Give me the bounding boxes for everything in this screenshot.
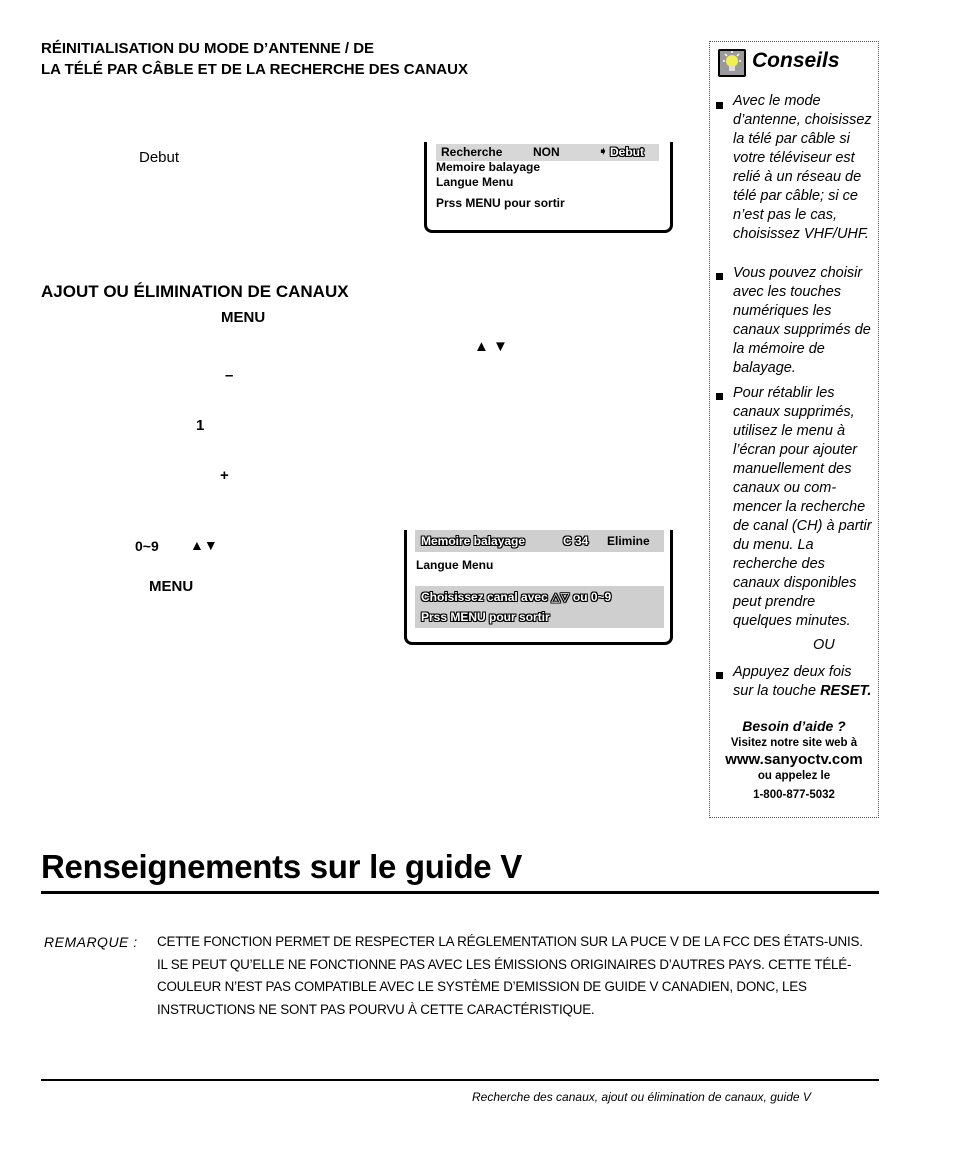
osd-memoire-screen <box>404 530 673 645</box>
tip-3-line: quelques minutes. <box>733 613 851 629</box>
osd2-highlight-row <box>415 530 664 552</box>
tip-3 <box>733 384 873 631</box>
arrows-key-icon: ▲▼ <box>190 537 218 553</box>
tip-3-line: mencer la recherche <box>733 499 866 515</box>
osd2-choose-hint: Choisissez canal avec △▽ ou 0~9 <box>421 590 612 604</box>
osd2-channel: C 34 <box>563 534 589 548</box>
reset-key-label: RESET. <box>820 683 872 699</box>
osd-memoire-item: Memoire balayage <box>436 160 541 174</box>
title-divider <box>41 891 879 894</box>
tip-3-line: Pour rétablir les <box>733 385 835 401</box>
osd-pointer-icon: ➧ <box>598 144 609 158</box>
tip-2-line: avec les touches <box>733 284 842 300</box>
osd-exit-hint: Prss MENU pour sortir <box>436 196 565 210</box>
remarque-line: IL SE PEUT QU’ELLE NE FONCTIONNE PAS AVEC LES ÉMISSIONS ORIGINAIRES D’AUTRES PAYS. CETTE TÉLÉ- <box>157 956 852 972</box>
osd-recherche-label: Recherche <box>441 145 503 159</box>
up-down-arrow-icon: ▲ ▼ <box>474 338 508 355</box>
tip-2-line: numériques les <box>733 303 832 319</box>
osd2-langue-item: Langue Menu <box>416 558 494 572</box>
page-title: Renseignements sur le guide V <box>41 848 522 885</box>
tip-1-line: votre téléviseur est <box>733 150 855 166</box>
tip-4-line: Appuyez deux fois <box>733 664 852 680</box>
tip-3-line: l’écran pour ajouter <box>733 442 858 458</box>
tip-1-line: choisissez VHF/UHF. <box>733 226 869 242</box>
osd-highlight-row <box>436 144 659 161</box>
osd-debut-option: Debut <box>610 145 644 159</box>
tip-4-line <box>733 682 873 701</box>
tip-3-line: manuellement des <box>733 461 852 477</box>
tip-3-line: du menu. La <box>733 537 814 553</box>
osd-recherche-screen <box>424 142 673 233</box>
plus-key-label: + <box>220 467 229 484</box>
tip-2-line: Vous pouvez choisir <box>733 265 863 281</box>
digits-key-label: 0~9 <box>135 538 159 554</box>
heading-line-2: LA TÉLÉ PAR CÂBLE ET DE LA RECHERCHE DES CANAUX <box>41 61 468 78</box>
page-footer: Recherche des canaux, ajout ou élimination de canaux, guide V <box>472 1090 811 1104</box>
one-key-label: 1 <box>196 417 205 434</box>
osd2-exit-hint: Prss MENU pour sortir <box>421 610 550 624</box>
tip-1-line: relié à un réseau de <box>733 169 862 185</box>
tip-2-line: canaux supprimés de <box>733 322 871 338</box>
tip-2-line: balayage. <box>733 360 796 376</box>
tip-1-line: télé par câble; si ce <box>733 188 858 204</box>
tip-1-line: d’antenne, choisissez <box>733 112 872 128</box>
tip-1 <box>733 92 873 244</box>
remarque-line: COULEUR N’EST PAS COMPATIBLE AVEC LE SYSTÈME D’EMISSION DE GUIDE V CANADIEN, DONC, LES <box>157 979 807 994</box>
debut-label: Debut <box>139 149 180 166</box>
menu-key-label-2: MENU <box>149 578 194 595</box>
bullet-icon <box>716 273 723 280</box>
tip-3-line: utilisez le menu à <box>733 423 846 439</box>
ou-separator: OU <box>813 637 835 653</box>
help-website-link[interactable]: www.sanyoctv.com <box>725 751 863 768</box>
tip-3-line: canaux supprimés, <box>733 404 855 420</box>
section-heading-ajout: AJOUT OU ÉLIMINATION DE CANAUX <box>41 282 349 301</box>
osd2-elimine-status: Elimine <box>607 534 650 548</box>
osd-langue-item: Langue Menu <box>436 175 514 189</box>
tip-3-line: canaux ou com- <box>733 480 837 496</box>
tips-title: Conseils <box>752 49 840 72</box>
tip-1-line: Avec le mode <box>733 93 821 109</box>
tip-3-line: canaux disponibles <box>733 575 857 591</box>
minus-key-label: – <box>225 367 234 384</box>
remarque-label: REMARQUE : <box>44 934 138 950</box>
help-phone-number: 1-800-877-5032 <box>753 789 835 801</box>
footer-divider <box>41 1079 879 1081</box>
tip-3-line: de canal (CH) à partir <box>733 518 872 534</box>
tip-4 <box>733 663 873 701</box>
help-call-text: ou appelez le <box>757 770 831 782</box>
tip-3-line: recherche des <box>733 556 825 572</box>
osd2-memoire-item: Memoire balayage <box>421 534 526 548</box>
bullet-icon <box>716 102 723 109</box>
tip-1-line: la télé par câble si <box>733 131 850 147</box>
tip-2-line: la mémoire de <box>733 341 825 357</box>
section-heading-reinitialisation <box>41 38 468 80</box>
help-title: Besoin d’aide ? <box>742 718 846 734</box>
osd-non-value: NON <box>533 145 560 159</box>
remarque-line: INSTRUCTIONS NE SONT PAS POURVU À CETTE CARACTÉRISTIQUE. <box>157 1001 595 1017</box>
tips-sidebar <box>709 41 879 818</box>
lightbulb-icon <box>718 49 746 77</box>
bullet-icon <box>716 393 723 400</box>
tip-3-line: peut prendre <box>733 594 816 610</box>
heading-line-1: RÉINITIALISATION DU MODE D’ANTENNE / DE <box>41 40 375 57</box>
remarque-text <box>157 931 887 1021</box>
bullet-icon <box>716 672 723 679</box>
tip-2 <box>733 264 873 378</box>
menu-key-label: MENU <box>221 309 266 326</box>
tip-4-prefix: sur la touche <box>733 683 821 699</box>
help-visit-text: Visitez notre site web à <box>730 737 858 749</box>
tip-1-line: n’est pas le cas, <box>733 207 837 223</box>
osd2-hint-box <box>415 586 664 628</box>
remarque-line: CETTE FONCTION PERMET DE RESPECTER LA RÉGLEMENTATION SUR LA PUCE V DE LA FCC DES ÉTATS-UNIS. <box>157 934 863 949</box>
